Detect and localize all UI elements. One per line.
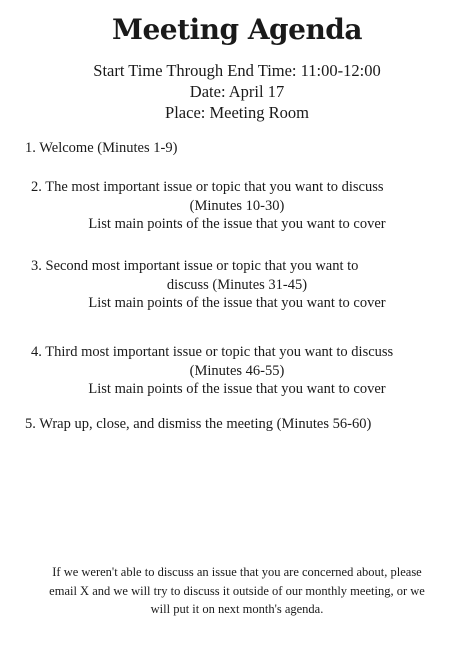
- agenda-item-2-heading: 2. The most important issue or topic that you want to discuss: [31, 179, 384, 195]
- agenda-item-3-heading: 3. Second most important issue or topic that you want to: [31, 258, 359, 274]
- agenda-item-3-minutes: discuss (Minutes 31-45): [166, 276, 308, 293]
- agenda-item-4-heading: 4. Third most important issue or topic that you want to discuss: [31, 344, 394, 360]
- footer-line-3: will put it on next month's agenda.: [150, 602, 324, 616]
- agenda-item-1: [0, 139, 474, 158]
- footer-line-2: email X and we will try to discuss it outside of our monthly meeting, or we: [49, 583, 425, 598]
- page-title: Meeting Agenda: [111, 13, 363, 46]
- agenda-item-2: [0, 178, 474, 234]
- agenda-item-3-points: List main points of the issue that you want to cover: [88, 295, 386, 311]
- footer-note: [0, 563, 474, 619]
- meeting-details: [0, 60, 474, 123]
- agenda-item-4: [0, 343, 474, 399]
- agenda-item-2-minutes: (Minutes 10-30): [189, 197, 285, 214]
- agenda-item-2-points: List main points of the issue that you want to cover: [88, 216, 386, 232]
- footer-line-1: If we weren't able to discuss an issue that you are concerned about, please: [52, 565, 422, 579]
- agenda-item-3: [0, 257, 474, 313]
- meeting-date: Date: April 17: [189, 82, 285, 101]
- meeting-place: Place: Meeting Room: [165, 103, 309, 122]
- agenda-item-5: [0, 415, 474, 434]
- agenda-item-4-minutes: (Minutes 46-55): [189, 362, 285, 379]
- agenda-item-5-heading: 5. Wrap up, close, and dismiss the meeting (Minutes 56-60): [25, 416, 372, 432]
- agenda-item-4-points: List main points of the issue that you want to cover: [88, 381, 386, 397]
- meeting-time: Start Time Through End Time: 11:00-12:00: [93, 61, 381, 80]
- agenda-item-1-heading: 1. Welcome (Minutes 1-9): [25, 140, 178, 156]
